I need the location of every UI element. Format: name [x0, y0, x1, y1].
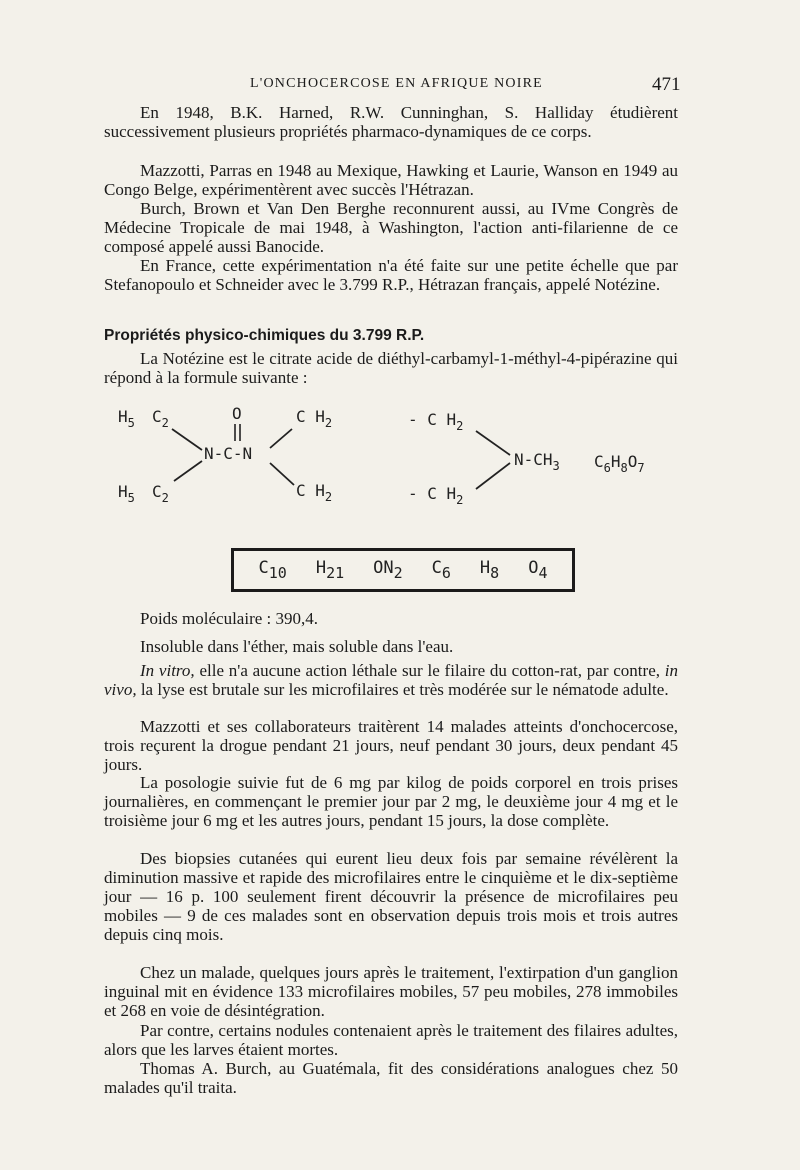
molecular-weight: Poids moléculaire : 390,4.	[140, 609, 319, 628]
svg-text:C2: $C_2$	[152, 482, 169, 505]
formula-term: $O_4$	[528, 558, 548, 582]
svg-text:- C H2: - C $H_2$	[408, 410, 464, 433]
svg-text:H5: $H_5$	[118, 482, 135, 505]
oxygen-label: O	[232, 404, 242, 423]
formula-term: $H_8$	[479, 558, 500, 582]
svg-text:C6H8O7: $C_6H_8O_7$	[594, 452, 645, 475]
h5-lower-label: H	[118, 482, 128, 501]
ch2-lower-label: C H	[296, 481, 325, 500]
running-title: L'ONCHOCERCOSE EN AFRIQUE NOIRE	[250, 76, 543, 91]
paragraph-burch-guatemala: Thomas A. Burch, au Guatémala, fit des considérations analogues chez 50 malades qu'il traita.	[104, 1059, 678, 1097]
paragraph-burch: Burch, Brown et Van Den Berghe reconnurent aussi, au IVme Congrès de Médecine Tropicale de mai 1948, à Washington, l'action anti-filarienne de ce composé appelé aussi Banocide.	[104, 199, 678, 256]
n-methyl-label: N-CH	[514, 450, 553, 469]
paragraph-biopsies: Des biopsies cutanées qui eurent lieu deux fois par semaine révélèrent la diminution massive et rapide des microfilaires entre le cinquième et le dix-septième jour — 16 p. 100 seulement firent découvrir la présence de microfilaires peu mobiles — 9 de ces malades sont en observation depuis trois mois et trois autres depuis cinq mois.	[104, 849, 678, 944]
svg-text:C H2: C $H_2$	[296, 407, 333, 430]
svg-text:N-CH3: $N-CH_3$	[514, 450, 560, 473]
paragraph-ganglion: Chez un malade, quelques jours après le traitement, l'extirpation d'un ganglion inguinal mit en évidence 133 microfilaires mobiles, 57 peu mobiles, 278 immobiles et 268 en voie de désintégration.	[104, 963, 678, 1020]
svg-text:- C H2: - C $H_2$	[408, 484, 464, 507]
ch2-right-lower-label: - C H	[408, 484, 457, 503]
ch2-upper-label: C H	[296, 407, 325, 426]
section-heading: Propriétés physico-chimiques du 3.799 R.P.	[104, 327, 425, 344]
molecular-formula-box	[231, 548, 575, 592]
paragraph-invitro: In vitro, elle n'a aucune action léthale sur le filaire du cotton-rat, par contre, in vivo, la lyse est brutale sur les microfilaires et très modérée sur le nématode adulte.	[104, 661, 678, 699]
formula-term: $H_{21}$	[315, 558, 345, 582]
paragraph-nodules: Par contre, certains nodules contenaient après le traitement des filaires adultes, alors que les larves étaient mortes.	[104, 1021, 678, 1059]
citrate-label: C	[594, 452, 604, 471]
h5-label: H	[118, 407, 128, 426]
paragraph-france: En France, cette expérimentation n'a été faite sur une petite échelle que par Stefanopoulo et Schneider avec le 3.799 R.P., Hétrazan français, appelé Notézine.	[104, 256, 678, 294]
formula-term: $ON_2$	[373, 558, 403, 582]
paragraph-treatment: Mazzotti et ses collaborateurs traitèrent 14 malades atteints d'onchocercose, trois reçurent la drogue pendant 21 jours, neuf pendant 30 jours, deux pendant 45 jours.	[104, 717, 678, 774]
svg-text:C2: $C_2$	[152, 407, 169, 430]
formula-term: $C_{10}$	[258, 558, 287, 582]
paragraph-mazzotti: Mazzotti, Parras en 1948 au Mexique, Hawking et Laurie, Wanson en 1949 au Congo Belge, expérimentèrent avec succès l'Hétrazan.	[104, 161, 678, 199]
paragraph-harned: En 1948, B.K. Harned, R.W. Cunninghan, S. Halliday étudièrent successivement plusieurs propriétés pharmaco-dynamiques de ce corps.	[104, 103, 678, 141]
svg-text:H5: $H_5$	[118, 407, 135, 430]
structural-formula	[100, 395, 700, 525]
formula-term: $C_6$	[431, 558, 451, 582]
page-number: 471	[652, 74, 681, 95]
ch2-right-upper-label: - C H	[408, 410, 457, 429]
svg-text:C H2: C $H_2$	[296, 481, 333, 504]
solubility: Insoluble dans l'éther, mais soluble dans l'eau.	[140, 637, 454, 656]
paragraph-posologie: La posologie suivie fut de 6 mg par kilog de poids corporel en trois prises journalières, en commençant le premier jour par 2 mg, le deuxième jour 4 mg et le troisième jour 6 mg et les autres jours, pendant 15 jours, la dose complète.	[104, 773, 678, 830]
amide-label: N-C-N	[204, 444, 253, 463]
paragraph-notezine: La Notézine est le citrate acide de diéthyl-carbamyl-1-méthyl-4-pipérazine qui répond à la formule suivante :	[104, 349, 678, 387]
